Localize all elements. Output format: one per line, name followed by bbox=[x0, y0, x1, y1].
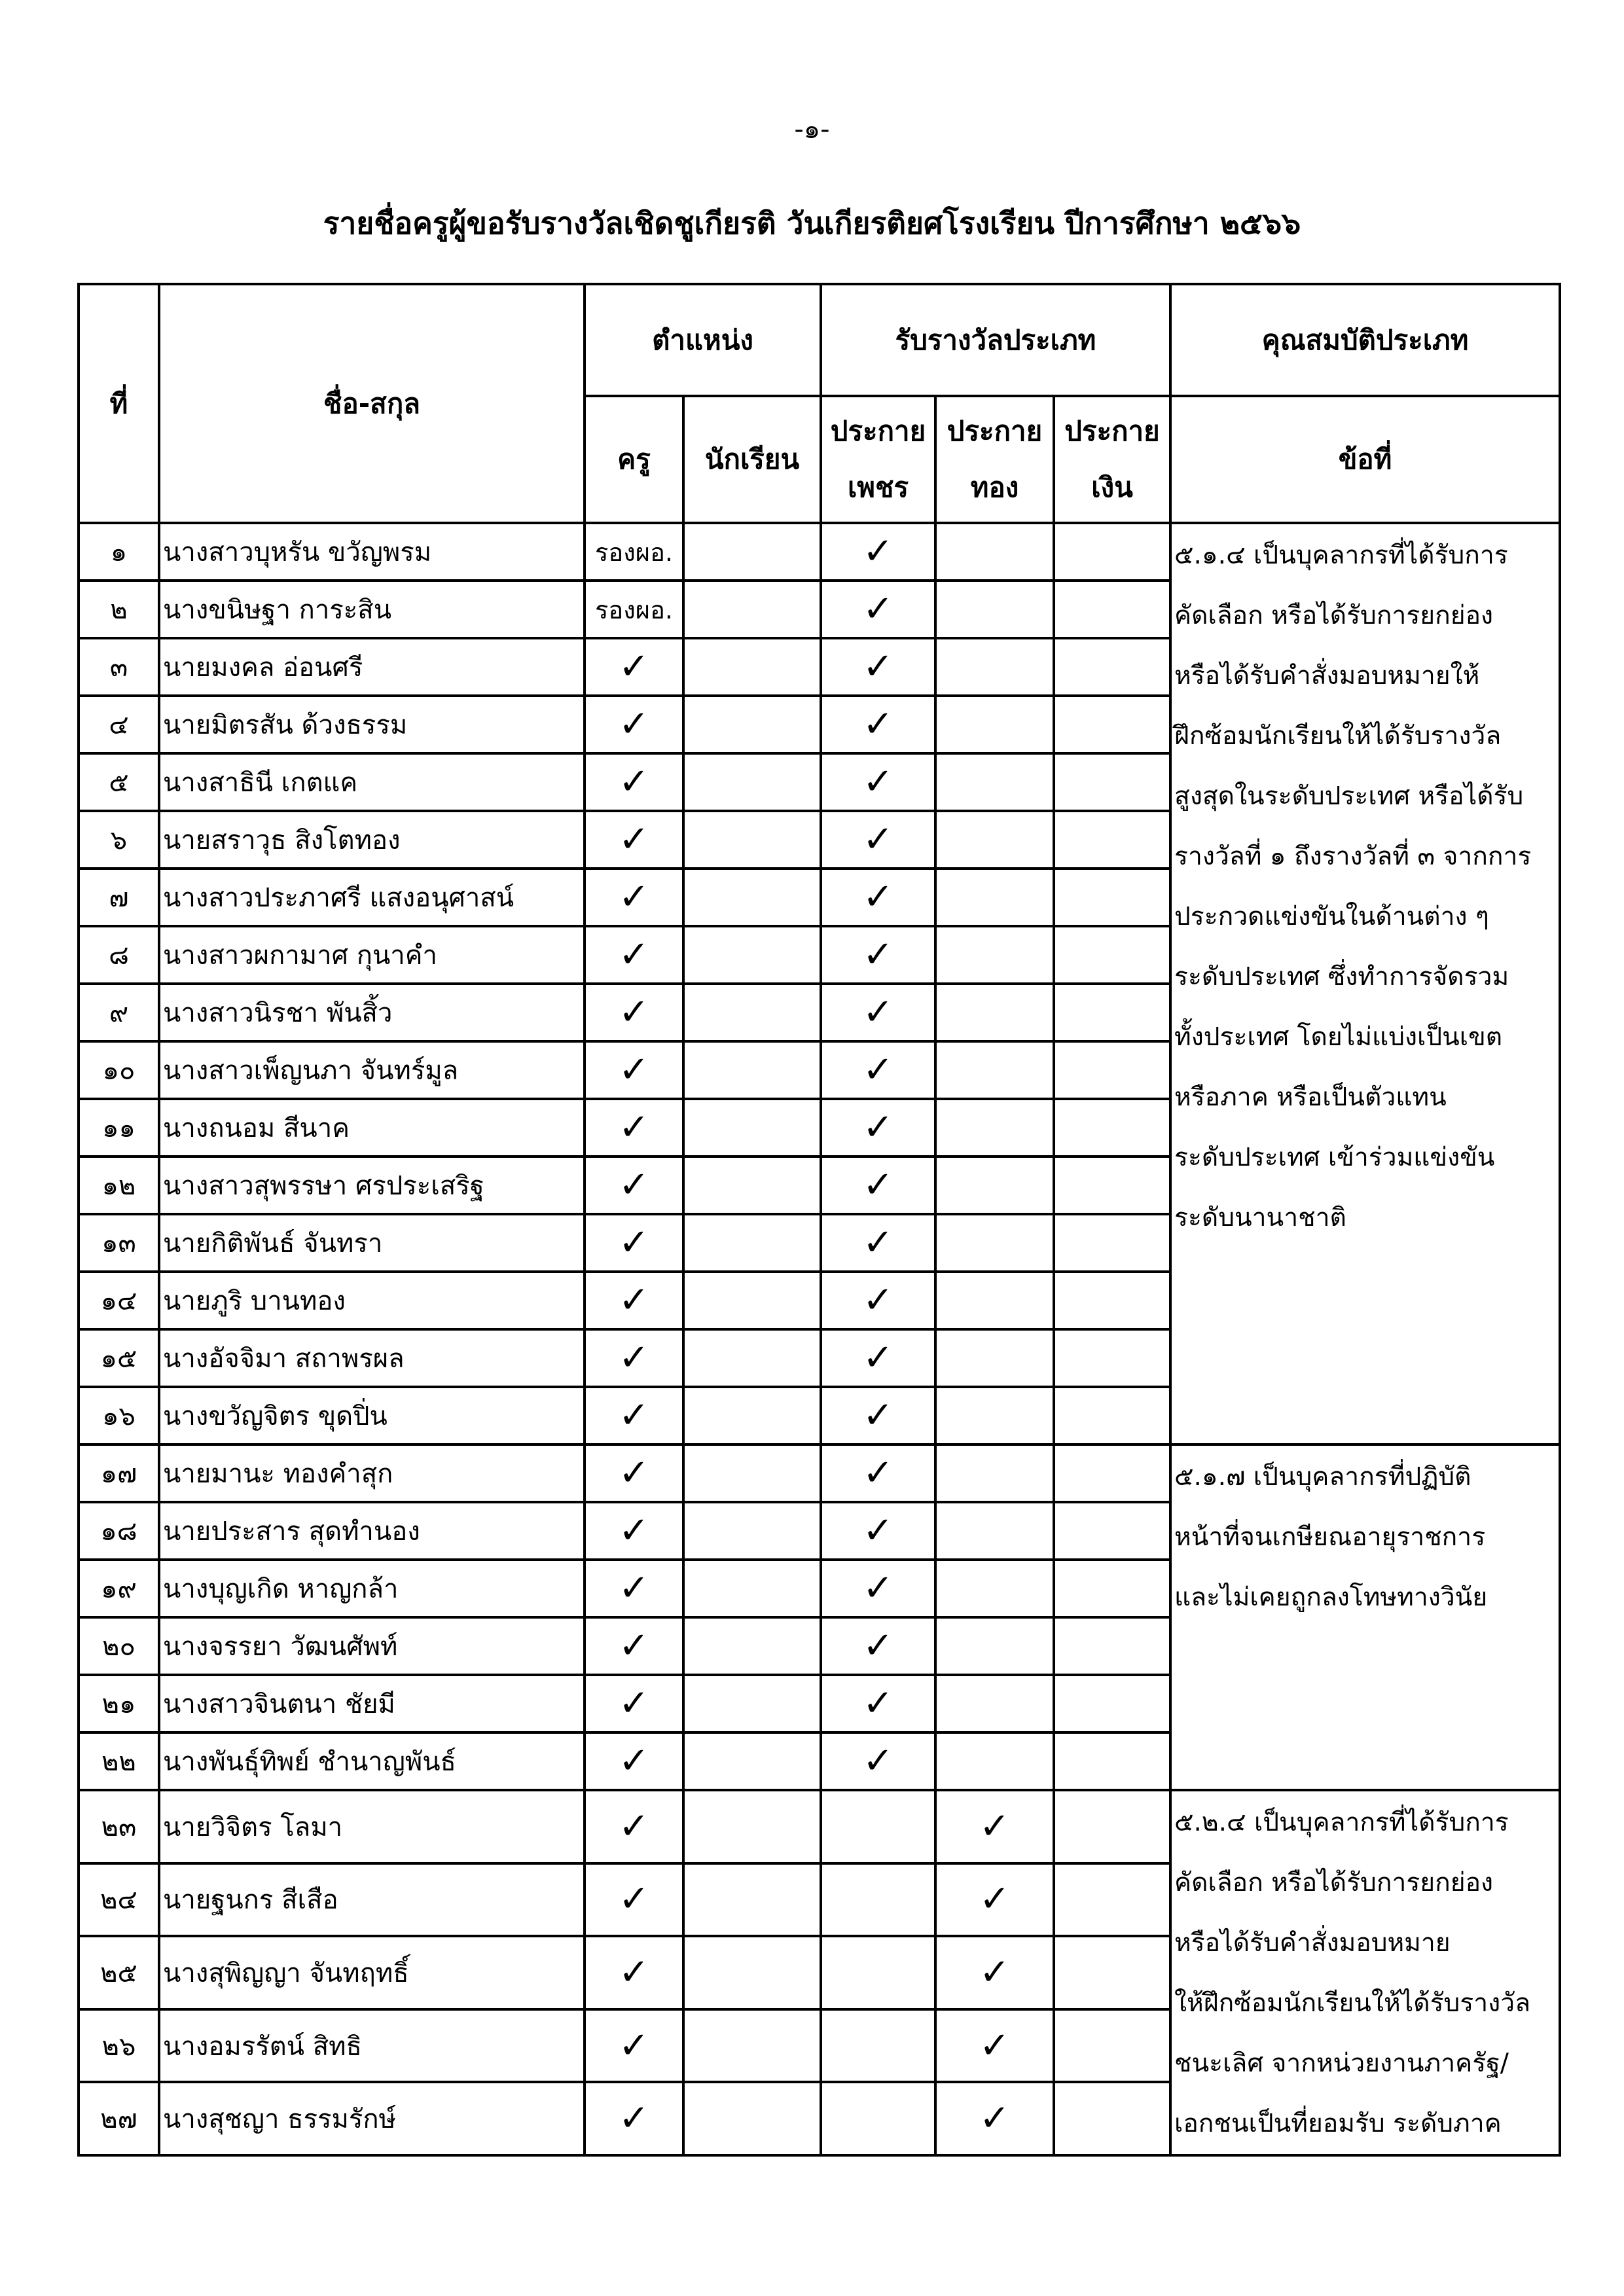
header-silver-line1: ประกาย bbox=[1064, 415, 1160, 447]
position-student-cell bbox=[683, 1214, 821, 1272]
row-name: นางสาวเพ็ญนภา จันทร์มูล bbox=[159, 1041, 585, 1099]
position-teacher-cell bbox=[585, 1272, 683, 1329]
check-mark-icon: ✓ bbox=[979, 1950, 1010, 1994]
award-diamond-cell bbox=[821, 696, 935, 753]
position-teacher-cell bbox=[585, 1560, 683, 1617]
header-qualification-type: คุณสมบัติประเภท bbox=[1170, 284, 1560, 396]
check-mark-icon: ✓ bbox=[863, 1221, 893, 1264]
table-row bbox=[79, 1444, 1560, 1502]
award-silver-cell bbox=[1054, 1560, 1170, 1617]
check-mark-icon: ✓ bbox=[863, 991, 893, 1033]
award-diamond-cell bbox=[821, 2082, 935, 2155]
row-number: ๘ bbox=[79, 926, 159, 984]
award-silver-cell bbox=[1054, 1732, 1170, 1790]
check-mark-icon: ✓ bbox=[979, 1878, 1010, 1921]
award-gold-cell bbox=[935, 1157, 1054, 1214]
award-gold-cell bbox=[935, 638, 1054, 696]
check-mark-icon: ✓ bbox=[863, 1682, 893, 1725]
award-diamond-cell bbox=[821, 1387, 935, 1444]
row-number: ๖ bbox=[79, 811, 159, 869]
award-silver-cell bbox=[1054, 984, 1170, 1041]
position-student-cell bbox=[683, 581, 821, 638]
award-silver-cell bbox=[1054, 869, 1170, 926]
row-name: นางสาวจินตนา ชัยมี bbox=[159, 1675, 585, 1732]
position-teacher-cell bbox=[585, 753, 683, 811]
position-teacher-cell bbox=[585, 1617, 683, 1675]
award-silver-cell bbox=[1054, 1272, 1170, 1329]
check-mark-icon: ✓ bbox=[863, 933, 893, 976]
row-number: ๕ bbox=[79, 753, 159, 811]
position-teacher-cell bbox=[585, 1387, 683, 1444]
position-student-cell bbox=[683, 1329, 821, 1387]
position-student-cell bbox=[683, 2082, 821, 2155]
award-diamond-cell bbox=[821, 1790, 935, 1863]
award-diamond-cell bbox=[821, 1617, 935, 1675]
award-diamond-cell bbox=[821, 753, 935, 811]
check-mark-icon: ✓ bbox=[619, 1567, 649, 1609]
check-mark-icon: ✓ bbox=[619, 1682, 649, 1725]
position-teacher-cell bbox=[585, 1157, 683, 1214]
header-clause: ข้อที่ bbox=[1170, 396, 1560, 523]
check-mark-icon: ✓ bbox=[979, 2097, 1010, 2140]
check-mark-icon: ✓ bbox=[863, 1567, 893, 1609]
row-name: นายวิจิตร โลมา bbox=[159, 1790, 585, 1863]
header-student: นักเรียน bbox=[683, 396, 821, 523]
row-number: ๑๙ bbox=[79, 1560, 159, 1617]
qualification-line: หรือภาค หรือเป็นตัวแทน bbox=[1174, 1083, 1447, 1112]
qualification-line: หรือได้รับคำสั่งมอบหมาย bbox=[1174, 1928, 1451, 1958]
position-student-cell bbox=[683, 638, 821, 696]
table-row bbox=[79, 523, 1560, 581]
award-silver-cell bbox=[1054, 1099, 1170, 1157]
qualification-line: และไม่เคยถูกลงโทษทางวินัย bbox=[1174, 1583, 1488, 1612]
position-student-cell bbox=[683, 1863, 821, 1937]
row-name: นายภูริ บานทอง bbox=[159, 1272, 585, 1329]
award-silver-cell bbox=[1054, 1214, 1170, 1272]
award-silver-cell bbox=[1054, 581, 1170, 638]
check-mark-icon: ✓ bbox=[619, 2097, 649, 2140]
award-silver-cell bbox=[1054, 753, 1170, 811]
row-name: นายมิตรสัน ด้วงธรรม bbox=[159, 696, 585, 753]
award-gold-cell bbox=[935, 1502, 1054, 1560]
position-student-cell bbox=[683, 753, 821, 811]
award-silver-cell bbox=[1054, 696, 1170, 753]
position-teacher-cell: รองผอ. bbox=[585, 581, 683, 638]
award-diamond-cell bbox=[821, 984, 935, 1041]
award-silver-cell bbox=[1054, 638, 1170, 696]
position-teacher-cell bbox=[585, 2082, 683, 2155]
header-position: ตำแหน่ง bbox=[585, 284, 821, 396]
check-mark-icon: ✓ bbox=[863, 1452, 893, 1494]
position-teacher-cell bbox=[585, 1444, 683, 1502]
award-gold-cell bbox=[935, 811, 1054, 869]
check-mark-icon: ✓ bbox=[619, 1509, 649, 1552]
check-mark-icon: ✓ bbox=[863, 1106, 893, 1149]
award-gold-cell bbox=[935, 523, 1054, 581]
page-title: รายชื่อครูผู้ขอรับรางวัลเชิดชูเกียรติ วันเกียรติยศโรงเรียน ปีการศึกษา ๒๕๖๖ bbox=[323, 206, 1301, 241]
position-student-cell bbox=[683, 2009, 821, 2083]
row-number: ๑๕ bbox=[79, 1329, 159, 1387]
award-gold-cell bbox=[935, 1936, 1054, 2009]
award-gold-cell bbox=[935, 1329, 1054, 1387]
check-mark-icon: ✓ bbox=[863, 876, 893, 918]
position-teacher-cell bbox=[585, 1732, 683, 1790]
position-teacher-cell bbox=[585, 1863, 683, 1937]
row-name: นางสาวผกามาศ กุนาคำ bbox=[159, 926, 585, 984]
qualification-line: รางวัลที่ ๑ ถึงรางวัลที่ ๓ จากการ bbox=[1174, 842, 1532, 871]
award-gold-cell bbox=[935, 1732, 1054, 1790]
row-number: ๒๗ bbox=[79, 2082, 159, 2155]
qualification-line: ระดับประเทศ ซึ่งทำการจัดรวม bbox=[1174, 962, 1509, 992]
row-name: นางสุพิญญา จันทฤทธิ์ bbox=[159, 1936, 585, 2009]
row-name: นางพันธุ์ทิพย์ ชำนาญพันธ์ bbox=[159, 1732, 585, 1790]
check-mark-icon: ✓ bbox=[863, 530, 893, 573]
award-diamond-cell bbox=[821, 523, 935, 581]
award-gold-cell bbox=[935, 926, 1054, 984]
position-student-cell bbox=[683, 523, 821, 581]
position-student-cell bbox=[683, 811, 821, 869]
position-teacher-cell bbox=[585, 1502, 683, 1560]
position-student-cell bbox=[683, 1617, 821, 1675]
check-mark-icon: ✓ bbox=[619, 1049, 649, 1091]
row-number: ๑๔ bbox=[79, 1272, 159, 1329]
row-number: ๑๖ bbox=[79, 1387, 159, 1444]
position-student-cell bbox=[683, 1675, 821, 1732]
header-diamond-line2: เพชร bbox=[847, 471, 909, 503]
award-gold-cell bbox=[935, 2009, 1054, 2083]
award-diamond-cell bbox=[821, 1214, 935, 1272]
position-student-cell bbox=[683, 926, 821, 984]
award-silver-cell bbox=[1054, 523, 1170, 581]
position-teacher-cell bbox=[585, 2009, 683, 2083]
position-teacher-cell bbox=[585, 811, 683, 869]
row-name: นายฐนกร สีเสือ bbox=[159, 1863, 585, 1937]
position-student-cell bbox=[683, 696, 821, 753]
qualification-line: ฝึกซ้อมนักเรียนให้ได้รับรางวัล bbox=[1174, 721, 1502, 751]
award-silver-cell bbox=[1054, 2009, 1170, 2083]
award-diamond-cell bbox=[821, 638, 935, 696]
award-diamond-cell bbox=[821, 1863, 935, 1937]
award-diamond-cell bbox=[821, 926, 935, 984]
header-diamond-line1: ประกาย bbox=[830, 415, 926, 447]
qualification-line: ระดับประเทศ เข้าร่วมแข่งขัน bbox=[1174, 1143, 1495, 1172]
award-silver-cell bbox=[1054, 1041, 1170, 1099]
row-name: นางสุชญา ธรรมรักษ์ bbox=[159, 2082, 585, 2155]
qualification-clause bbox=[1170, 1790, 1560, 2155]
award-silver-cell bbox=[1054, 1444, 1170, 1502]
position-teacher-cell bbox=[585, 869, 683, 926]
award-silver-cell bbox=[1054, 1617, 1170, 1675]
position-teacher-cell bbox=[585, 1041, 683, 1099]
check-mark-icon: ✓ bbox=[619, 876, 649, 918]
row-name: นายสราวุธ สิงโตทอง bbox=[159, 811, 585, 869]
position-student-cell bbox=[683, 1272, 821, 1329]
award-gold-cell bbox=[935, 581, 1054, 638]
position-teacher-cell bbox=[585, 696, 683, 753]
check-mark-icon: ✓ bbox=[863, 1509, 893, 1552]
row-name: นางจรรยา วัฒนศัพท์ bbox=[159, 1617, 585, 1675]
qualification-line: ชนะเลิศ จากหน่วยงานภาครัฐ/ bbox=[1174, 2049, 1509, 2078]
row-name: นายกิติพันธ์ จันทรา bbox=[159, 1214, 585, 1272]
award-diamond-cell bbox=[821, 1444, 935, 1502]
award-diamond-cell bbox=[821, 1157, 935, 1214]
check-mark-icon: ✓ bbox=[619, 1804, 649, 1848]
check-mark-icon: ✓ bbox=[863, 1049, 893, 1091]
check-mark-icon: ✓ bbox=[979, 1804, 1010, 1848]
check-mark-icon: ✓ bbox=[619, 1624, 649, 1667]
row-name: นางบุญเกิด หาญกล้า bbox=[159, 1560, 585, 1617]
award-gold-cell bbox=[935, 984, 1054, 1041]
award-gold-cell bbox=[935, 869, 1054, 926]
check-mark-icon: ✓ bbox=[619, 1221, 649, 1264]
header-award-type: รับรางวัลประเภท bbox=[821, 284, 1170, 396]
position-student-cell bbox=[683, 1732, 821, 1790]
position-student-cell bbox=[683, 1041, 821, 1099]
row-number: ๒๖ bbox=[79, 2009, 159, 2083]
header-silver bbox=[1054, 396, 1170, 523]
position-teacher-cell bbox=[585, 984, 683, 1041]
row-name: นางสาวนิรชา พันสิ้ว bbox=[159, 984, 585, 1041]
position-student-cell bbox=[683, 1387, 821, 1444]
check-mark-icon: ✓ bbox=[863, 588, 893, 630]
check-mark-icon: ✓ bbox=[863, 1394, 893, 1437]
check-mark-icon: ✓ bbox=[863, 1164, 893, 1206]
row-name: นางถนอม สีนาค bbox=[159, 1099, 585, 1157]
header-gold bbox=[935, 396, 1054, 523]
award-diamond-cell bbox=[821, 1732, 935, 1790]
page-number: -๑- bbox=[794, 115, 830, 145]
check-mark-icon: ✓ bbox=[863, 1279, 893, 1321]
position-teacher-cell bbox=[585, 1329, 683, 1387]
position-student-cell bbox=[683, 1099, 821, 1157]
check-mark-icon: ✓ bbox=[863, 818, 893, 861]
position-teacher-cell: รองผอ. bbox=[585, 523, 683, 581]
row-name: นางขนิษฐา การะสิน bbox=[159, 581, 585, 638]
header-silver-line2: เงิน bbox=[1091, 471, 1133, 503]
position-student-cell bbox=[683, 1790, 821, 1863]
check-mark-icon: ✓ bbox=[619, 1950, 649, 1994]
header-gold-line1: ประกาย bbox=[947, 415, 1043, 447]
check-mark-icon: ✓ bbox=[619, 645, 649, 688]
row-name: นายมานะ ทองคำสุก bbox=[159, 1444, 585, 1502]
check-mark-icon: ✓ bbox=[863, 645, 893, 688]
award-diamond-cell bbox=[821, 2009, 935, 2083]
award-silver-cell bbox=[1054, 1387, 1170, 1444]
award-diamond-cell bbox=[821, 1041, 935, 1099]
position-student-cell bbox=[683, 984, 821, 1041]
award-gold-cell bbox=[935, 2082, 1054, 2155]
row-name: นางสาวบุหรัน ขวัญพรม bbox=[159, 523, 585, 581]
check-mark-icon: ✓ bbox=[863, 1624, 893, 1667]
position-student-cell bbox=[683, 1444, 821, 1502]
qualification-line: ประกวดแข่งขันในด้านต่าง ๆ bbox=[1174, 902, 1489, 931]
award-silver-cell bbox=[1054, 1936, 1170, 2009]
check-mark-icon: ✓ bbox=[619, 703, 649, 745]
check-mark-icon: ✓ bbox=[619, 933, 649, 976]
check-mark-icon: ✓ bbox=[619, 1279, 649, 1321]
award-gold-cell bbox=[935, 1790, 1054, 1863]
position-student-cell bbox=[683, 1560, 821, 1617]
row-name: นางอัจจิมา สถาพรผล bbox=[159, 1329, 585, 1387]
award-gold-cell bbox=[935, 1675, 1054, 1732]
award-diamond-cell bbox=[821, 1099, 935, 1157]
qualification-line: คัดเลือก หรือได้รับการยกย่อง bbox=[1174, 1868, 1494, 1897]
check-mark-icon: ✓ bbox=[619, 2024, 649, 2067]
row-number: ๙ bbox=[79, 984, 159, 1041]
award-silver-cell bbox=[1054, 1675, 1170, 1732]
position-teacher-cell bbox=[585, 1790, 683, 1863]
row-number: ๒ bbox=[79, 581, 159, 638]
award-silver-cell bbox=[1054, 1502, 1170, 1560]
award-gold-cell bbox=[935, 1444, 1054, 1502]
award-silver-cell bbox=[1054, 1329, 1170, 1387]
award-gold-cell bbox=[935, 1272, 1054, 1329]
check-mark-icon: ✓ bbox=[619, 1394, 649, 1437]
check-mark-icon: ✓ bbox=[619, 1740, 649, 1782]
qualification-clause bbox=[1170, 1444, 1560, 1790]
header-teacher: ครู bbox=[585, 396, 683, 523]
row-name: นางอมรรัตน์ สิทธิ bbox=[159, 2009, 585, 2083]
check-mark-icon: ✓ bbox=[619, 1452, 649, 1494]
header-name: ชื่อ-สกุล bbox=[159, 284, 585, 523]
award-gold-cell bbox=[935, 1863, 1054, 1937]
table-body bbox=[79, 523, 1560, 2155]
row-number: ๑๒ bbox=[79, 1157, 159, 1214]
check-mark-icon: ✓ bbox=[863, 1336, 893, 1379]
row-name: นางสาวสุพรรษา ศรประเสริฐ bbox=[159, 1157, 585, 1214]
award-gold-cell bbox=[935, 1214, 1054, 1272]
qualification-line: ให้ฝึกซ้อมนักเรียนให้ได้รับรางวัล bbox=[1174, 1988, 1530, 2018]
award-gold-cell bbox=[935, 1387, 1054, 1444]
position-teacher-cell bbox=[585, 638, 683, 696]
qualification-line: ๕.๒.๔ เป็นบุคลากรที่ได้รับการ bbox=[1174, 1808, 1509, 1837]
qualification-line: ๕.๑.๗ เป็นบุคลากรที่ปฏิบัติ bbox=[1174, 1462, 1471, 1492]
check-mark-icon: ✓ bbox=[863, 761, 893, 803]
qualification-clause bbox=[1170, 523, 1560, 1444]
row-name: นางสาวประภาศรี แสงอนุศาสน์ bbox=[159, 869, 585, 926]
row-name: นายประสาร สุดทำนอง bbox=[159, 1502, 585, 1560]
award-silver-cell bbox=[1054, 926, 1170, 984]
award-diamond-cell bbox=[821, 811, 935, 869]
check-mark-icon: ✓ bbox=[619, 1164, 649, 1206]
qualification-line: สูงสุดในระดับประเทศ หรือได้รับ bbox=[1174, 781, 1524, 811]
table-row bbox=[79, 1790, 1560, 1863]
award-silver-cell bbox=[1054, 1790, 1170, 1863]
award-diamond-cell bbox=[821, 581, 935, 638]
award-silver-cell bbox=[1054, 1157, 1170, 1214]
check-mark-icon: ✓ bbox=[619, 1336, 649, 1379]
header-gold-line2: ทอง bbox=[970, 471, 1019, 503]
qualification-line: หน้าที่จนเกษียณอายุราชการ bbox=[1174, 1522, 1486, 1552]
table-header bbox=[79, 284, 1560, 523]
row-name: นางขวัญจิตร ขุดปิ่น bbox=[159, 1387, 585, 1444]
position-teacher-cell bbox=[585, 1936, 683, 2009]
position-teacher-cell bbox=[585, 926, 683, 984]
award-gold-cell bbox=[935, 1099, 1054, 1157]
award-gold-cell bbox=[935, 1041, 1054, 1099]
position-student-cell bbox=[683, 1936, 821, 2009]
qualification-line: ระดับนานาชาติ bbox=[1174, 1203, 1346, 1232]
row-number: ๑ bbox=[79, 523, 159, 581]
qualification-line: ทั้งประเทศ โดยไม่แบ่งเป็นเขต bbox=[1174, 1022, 1503, 1052]
row-name: นางสาธินี เกตแค bbox=[159, 753, 585, 811]
check-mark-icon: ✓ bbox=[619, 991, 649, 1033]
position-student-cell bbox=[683, 1157, 821, 1214]
header-no: ที่ bbox=[79, 284, 159, 523]
check-mark-icon: ✓ bbox=[863, 1740, 893, 1782]
header-diamond bbox=[821, 396, 935, 523]
row-number: ๒๒ bbox=[79, 1732, 159, 1790]
award-gold-cell bbox=[935, 696, 1054, 753]
row-number: ๑๓ bbox=[79, 1214, 159, 1272]
position-student-cell bbox=[683, 869, 821, 926]
award-gold-cell bbox=[935, 1617, 1054, 1675]
check-mark-icon: ✓ bbox=[619, 1106, 649, 1149]
row-name: นายมงคล อ่อนศรี bbox=[159, 638, 585, 696]
position-teacher-cell bbox=[585, 1214, 683, 1272]
row-number: ๑๗ bbox=[79, 1444, 159, 1502]
qualification-line: ๕.๑.๔ เป็นบุคลากรที่ได้รับการ bbox=[1174, 541, 1508, 570]
award-diamond-cell bbox=[821, 869, 935, 926]
award-diamond-cell bbox=[821, 1329, 935, 1387]
award-gold-cell bbox=[935, 1560, 1054, 1617]
row-number: ๒๑ bbox=[79, 1675, 159, 1732]
row-number: ๑๑ bbox=[79, 1099, 159, 1157]
award-nominees-table bbox=[77, 283, 1561, 2157]
check-mark-icon: ✓ bbox=[619, 761, 649, 803]
check-mark-icon: ✓ bbox=[619, 818, 649, 861]
row-number: ๗ bbox=[79, 869, 159, 926]
qualification-line: เอกชนเป็นที่ยอมรับ ระดับภาค bbox=[1174, 2109, 1502, 2138]
check-mark-icon: ✓ bbox=[863, 703, 893, 745]
row-number: ๒๕ bbox=[79, 1936, 159, 2009]
row-number: ๔ bbox=[79, 696, 159, 753]
award-diamond-cell bbox=[821, 1675, 935, 1732]
row-number: ๒๐ bbox=[79, 1617, 159, 1675]
check-mark-icon: ✓ bbox=[979, 2024, 1010, 2067]
award-silver-cell bbox=[1054, 2082, 1170, 2155]
row-number: ๒๔ bbox=[79, 1863, 159, 1937]
award-diamond-cell bbox=[821, 1936, 935, 2009]
row-number: ๓ bbox=[79, 638, 159, 696]
award-gold-cell bbox=[935, 753, 1054, 811]
qualification-line: คัดเลือก หรือได้รับการยกย่อง bbox=[1174, 601, 1494, 630]
row-number: ๑๘ bbox=[79, 1502, 159, 1560]
award-diamond-cell bbox=[821, 1272, 935, 1329]
award-diamond-cell bbox=[821, 1502, 935, 1560]
award-silver-cell bbox=[1054, 811, 1170, 869]
row-number: ๑๐ bbox=[79, 1041, 159, 1099]
position-student-cell bbox=[683, 1502, 821, 1560]
award-silver-cell bbox=[1054, 1863, 1170, 1937]
qualification-line: หรือได้รับคำสั่งมอบหมายให้ bbox=[1174, 661, 1480, 691]
position-teacher-cell bbox=[585, 1099, 683, 1157]
position-teacher-cell bbox=[585, 1675, 683, 1732]
row-number: ๒๓ bbox=[79, 1790, 159, 1863]
award-diamond-cell bbox=[821, 1560, 935, 1617]
check-mark-icon: ✓ bbox=[619, 1878, 649, 1921]
